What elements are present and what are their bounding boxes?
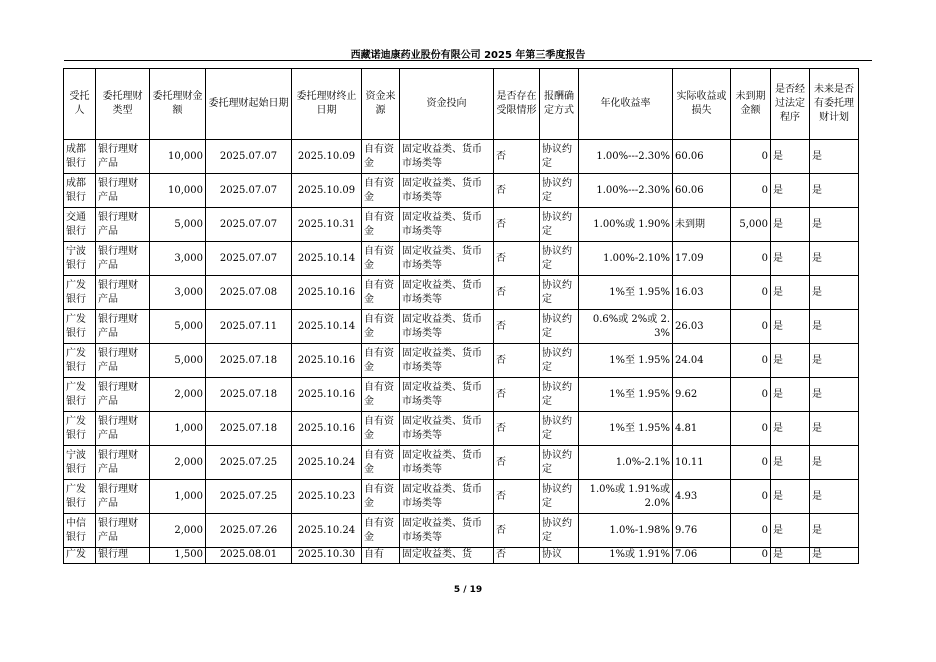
table-cell: 9.62 [673, 378, 731, 412]
table-cell: 2025.10.09 [292, 140, 362, 174]
table-cell: 协议约定 [540, 480, 579, 514]
table-cell: 2025.07.18 [206, 412, 292, 446]
table-cell: 银行理财产品 [96, 514, 150, 548]
table-cell: 5,000 [150, 344, 206, 378]
table-cell: 否 [494, 446, 540, 480]
column-header: 报酬确定方式 [540, 69, 579, 140]
table-cell: 是 [810, 208, 859, 242]
table-cell: 2025.07.07 [206, 242, 292, 276]
table-cell: 自有资金 [362, 276, 400, 310]
column-header: 委托理财起始日期 [206, 69, 292, 140]
table-cell: 是 [810, 344, 859, 378]
table-cell: 自有资金 [362, 480, 400, 514]
table-cell: 未到期 [673, 208, 731, 242]
table-cell: 2025.10.16 [292, 344, 362, 378]
column-header: 未到期金额 [731, 69, 771, 140]
table-cell: 协议约定 [540, 412, 579, 446]
table-cell: 1.00%或 1.90% [579, 208, 673, 242]
table-cell: 0 [731, 140, 771, 174]
table-cell: 2025.10.09 [292, 174, 362, 208]
table-cell: 24.04 [673, 344, 731, 378]
table-row [64, 344, 859, 378]
table-cell: 否 [494, 174, 540, 208]
table-cell: 是 [771, 242, 810, 276]
table-cell: 60.06 [673, 140, 731, 174]
table-cell: 10,000 [150, 140, 206, 174]
table-cell: 是 [810, 140, 859, 174]
table-cell: 2025.07.26 [206, 514, 292, 548]
header-rule [64, 60, 872, 61]
table-cell: 2025.10.14 [292, 310, 362, 344]
table-cell: 银行理财产品 [96, 344, 150, 378]
table-cell: 10,000 [150, 174, 206, 208]
table-cell: 固定收益类、货币市场类等 [400, 412, 494, 446]
table-cell: 银行理财产品 [96, 242, 150, 276]
table-cell: 银行理财产品 [96, 208, 150, 242]
table-cell: 9.76 [673, 514, 731, 548]
table-cell: 是 [810, 446, 859, 480]
table-cell: 是 [771, 276, 810, 310]
table-row [64, 140, 859, 174]
table-cell: 是 [771, 480, 810, 514]
table-cell: 否 [494, 242, 540, 276]
table-cell: 自有资金 [362, 242, 400, 276]
table-cell: 自有资金 [362, 310, 400, 344]
table-cell: 协议 [540, 548, 579, 564]
table-cell: 否 [494, 378, 540, 412]
table-cell: 协议约定 [540, 446, 579, 480]
page-number: 5 / 19 [453, 585, 483, 595]
table-cell: 固定收益类、货币市场类等 [400, 310, 494, 344]
table-cell: 2025.07.07 [206, 208, 292, 242]
table-cell: 2,000 [150, 446, 206, 480]
table-cell: 固定收益类、货币市场类等 [400, 344, 494, 378]
table-cell: 2,000 [150, 378, 206, 412]
table-cell: 1,000 [150, 412, 206, 446]
table-cell: 4.81 [673, 412, 731, 446]
table-cell: 2025.07.08 [206, 276, 292, 310]
table-cell: 0 [731, 242, 771, 276]
table-cell: 银行理财产品 [96, 276, 150, 310]
table-cell: 固定收益类、货币市场类等 [400, 378, 494, 412]
table-cell: 2025.10.16 [292, 378, 362, 412]
table-cell: 广发银行 [64, 378, 96, 412]
table-cell: 否 [494, 310, 540, 344]
table-cell: 是 [771, 344, 810, 378]
table-cell: 0 [731, 276, 771, 310]
column-header: 资金投向 [400, 69, 494, 140]
table-cell: 2025.07.07 [206, 140, 292, 174]
table-cell: 2025.10.16 [292, 276, 362, 310]
table-cell: 自有资金 [362, 208, 400, 242]
table-cell: 4.93 [673, 480, 731, 514]
table-cell: 2025.07.07 [206, 174, 292, 208]
table-cell: 是 [810, 548, 859, 564]
table-cell: 0 [731, 412, 771, 446]
table-cell: 1,500 [150, 548, 206, 564]
table-cell: 0 [731, 446, 771, 480]
table-cell: 2025.10.24 [292, 514, 362, 548]
table-cell: 1.00%-2.10% [579, 242, 673, 276]
table-cell: 2025.10.30 [292, 548, 362, 564]
table-cell: 是 [771, 378, 810, 412]
table-cell: 2025.10.24 [292, 446, 362, 480]
table-cell: 银行理财产品 [96, 378, 150, 412]
table-cell: 2025.10.16 [292, 412, 362, 446]
table-cell: 1,000 [150, 480, 206, 514]
table-cell: 广发银行 [64, 344, 96, 378]
table-cell: 是 [771, 208, 810, 242]
table-cell: 2025.10.14 [292, 242, 362, 276]
table-cell: 自有资金 [362, 446, 400, 480]
table-cell: 广发银行 [64, 310, 96, 344]
table-cell: 固定收益类、货币市场类等 [400, 140, 494, 174]
table-cell: 0 [731, 378, 771, 412]
table-cell: 否 [494, 412, 540, 446]
table-cell: 固定收益类、货币市场类等 [400, 208, 494, 242]
column-header: 是否存在受限情形 [494, 69, 540, 140]
table-cell: 银行理财产品 [96, 310, 150, 344]
table-cell: 5,000 [150, 208, 206, 242]
table-cell: 1.0%-1.98% [579, 514, 673, 548]
table-cell: 宁波银行 [64, 242, 96, 276]
column-header: 受托人 [64, 69, 96, 140]
table-cell: 是 [771, 514, 810, 548]
table-cell: 0 [731, 310, 771, 344]
table-cell: 固定收益类、货币市场类等 [400, 514, 494, 548]
table-cell: 固定收益类、货币市场类等 [400, 276, 494, 310]
table-cell: 固定收益类、货币市场类等 [400, 174, 494, 208]
table-cell: 1%至 1.95% [579, 276, 673, 310]
table-cell: 7.06 [673, 548, 731, 564]
table-cell: 2025.10.23 [292, 480, 362, 514]
table-cell: 广发 [64, 548, 96, 564]
table-cell: 1%至 1.95% [579, 344, 673, 378]
table-cell: 2,000 [150, 514, 206, 548]
table-cell: 2025.07.25 [206, 446, 292, 480]
column-header: 实际收益或损失 [673, 69, 731, 140]
table-row [64, 310, 859, 344]
table-row [64, 480, 859, 514]
table-cell: 1.0%-2.1% [579, 446, 673, 480]
table-cell: 协议约定 [540, 174, 579, 208]
table-cell: 1.0%或 1.91%或 2.0% [579, 480, 673, 514]
table-cell: 1%至 1.95% [579, 378, 673, 412]
table-cell: 自有资金 [362, 412, 400, 446]
table-cell: 银行理 [96, 548, 150, 564]
table-cell: 协议约定 [540, 242, 579, 276]
table-cell: 是 [771, 548, 810, 564]
table-cell: 广发银行 [64, 412, 96, 446]
table-cell: 广发银行 [64, 276, 96, 310]
table-cell: 0 [731, 548, 771, 564]
table-cell: 26.03 [673, 310, 731, 344]
column-header: 未来是否有委托理财计划 [810, 69, 859, 140]
table-row [64, 412, 859, 446]
table-cell: 16.03 [673, 276, 731, 310]
table-cell: 3,000 [150, 276, 206, 310]
table-cell: 2025.07.25 [206, 480, 292, 514]
table-header-row [64, 69, 859, 140]
column-header: 资金来源 [362, 69, 400, 140]
table-cell: 是 [810, 310, 859, 344]
table-row [64, 174, 859, 208]
table-row [64, 208, 859, 242]
table-cell: 银行理财产品 [96, 480, 150, 514]
table-cell: 自有资金 [362, 378, 400, 412]
table-row [64, 276, 859, 310]
table-cell: 交通银行 [64, 208, 96, 242]
table-body [64, 140, 859, 564]
column-header: 年化收益率 [579, 69, 673, 140]
column-header: 委托理财类型 [96, 69, 150, 140]
table-cell: 60.06 [673, 174, 731, 208]
table-cell: 宁波银行 [64, 446, 96, 480]
table-cell: 否 [494, 344, 540, 378]
table-cell: 固定收益类、货币市场类等 [400, 446, 494, 480]
table-cell: 协议约定 [540, 140, 579, 174]
table-cell: 是 [771, 446, 810, 480]
table-cell: 银行理财产品 [96, 174, 150, 208]
table-cell: 5,000 [150, 310, 206, 344]
table-cell: 1.00%---2.30% [579, 140, 673, 174]
column-header: 委托理财终止日期 [292, 69, 362, 140]
table-cell: 协议约定 [540, 514, 579, 548]
page-header: 西藏诺迪康药业股份有限公司 2025 年第三季度报告 [350, 50, 586, 61]
table-cell: 是 [771, 412, 810, 446]
table-cell: 是 [810, 174, 859, 208]
table-row [64, 548, 859, 564]
wealth-management-table [63, 68, 859, 564]
table-cell: 成都银行 [64, 174, 96, 208]
table-cell: 否 [494, 548, 540, 564]
table-cell: 0 [731, 480, 771, 514]
table-cell: 成都银行 [64, 140, 96, 174]
table-cell: 0 [731, 174, 771, 208]
table-cell: 协议约定 [540, 310, 579, 344]
table-cell: 协议约定 [540, 208, 579, 242]
table-cell: 0 [731, 514, 771, 548]
table-cell: 自有资金 [362, 514, 400, 548]
table-cell: 否 [494, 208, 540, 242]
table-cell: 广发银行 [64, 480, 96, 514]
table-cell: 是 [771, 310, 810, 344]
table-cell: 1%至 1.95% [579, 412, 673, 446]
table-cell: 固定收益类、货币市场类等 [400, 480, 494, 514]
table-cell: 是 [810, 276, 859, 310]
table-cell: 2025.07.18 [206, 344, 292, 378]
table-cell: 3,000 [150, 242, 206, 276]
table-cell: 是 [810, 412, 859, 446]
table-cell: 否 [494, 140, 540, 174]
table-cell: 自有资金 [362, 174, 400, 208]
table-row [64, 242, 859, 276]
table-cell: 是 [771, 174, 810, 208]
table-cell: 5,000 [731, 208, 771, 242]
table-row [64, 378, 859, 412]
table-cell: 中信银行 [64, 514, 96, 548]
table-cell: 是 [810, 242, 859, 276]
table-cell: 自有 [362, 548, 400, 564]
table-cell: 自有资金 [362, 344, 400, 378]
table-cell: 固定收益类、货币市场类等 [400, 242, 494, 276]
table-row [64, 446, 859, 480]
table-cell: 2025.07.18 [206, 378, 292, 412]
table-cell: 协议约定 [540, 378, 579, 412]
table-cell: 1.00%---2.30% [579, 174, 673, 208]
table-cell: 否 [494, 276, 540, 310]
table-cell: 17.09 [673, 242, 731, 276]
table-cell: 是 [810, 378, 859, 412]
table-cell: 固定收益类、货 [400, 548, 494, 564]
table-cell: 协议约定 [540, 344, 579, 378]
table-cell: 是 [810, 480, 859, 514]
table-cell: 2025.07.11 [206, 310, 292, 344]
table-row [64, 514, 859, 548]
table-cell: 0.6%或 2%或 2.3% [579, 310, 673, 344]
column-header: 委托理财金额 [150, 69, 206, 140]
table-cell: 协议约定 [540, 276, 579, 310]
table-cell: 2025.10.31 [292, 208, 362, 242]
table-cell: 否 [494, 480, 540, 514]
table-cell: 自有资金 [362, 140, 400, 174]
table-cell: 银行理财产品 [96, 140, 150, 174]
table-cell: 1%或 1.91% [579, 548, 673, 564]
table-cell: 银行理财产品 [96, 412, 150, 446]
column-header: 是否经过法定程序 [771, 69, 810, 140]
table-cell: 是 [810, 514, 859, 548]
table-cell: 是 [771, 140, 810, 174]
table-cell: 否 [494, 514, 540, 548]
table-cell: 10.11 [673, 446, 731, 480]
table-cell: 银行理财产品 [96, 446, 150, 480]
table-cell: 0 [731, 344, 771, 378]
table-cell: 2025.08.01 [206, 548, 292, 564]
